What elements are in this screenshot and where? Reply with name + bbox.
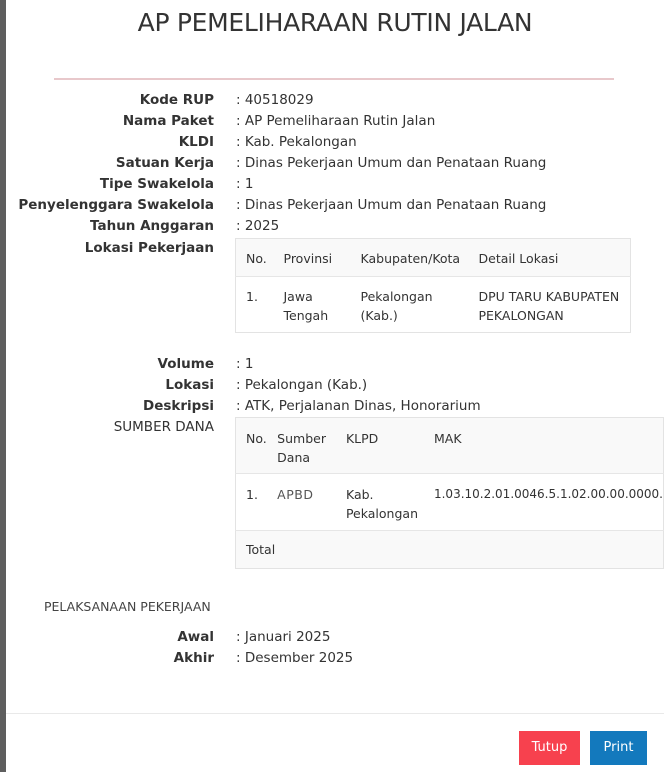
detail-value: : ATK, Perjalanan Dinas, Honorarium [236, 398, 481, 414]
title-divider [54, 78, 614, 80]
detail-row-penyelenggara [6, 195, 664, 216]
detail-label: Kode RUP [139, 92, 214, 108]
detail-label: Penyelenggara Swakelola [18, 197, 214, 213]
detail-value: : Dinas Pekerjaan Umum dan Penataan Ruang [236, 155, 547, 171]
pelaksanaan-row-awal [6, 627, 664, 648]
detail-row-satuan-kerja [6, 153, 664, 174]
table-header-row [236, 239, 631, 277]
detail-label: Satuan Kerja [115, 155, 214, 171]
detail-row-volume [6, 354, 664, 375]
table-header-row [236, 418, 664, 474]
column-header: Detail Lokasi [478, 251, 559, 266]
column-header: Provinsi [283, 251, 333, 266]
detail-row-nama-paket [6, 111, 664, 132]
cell-no: 1. [236, 474, 268, 531]
cell-no: 1. [236, 277, 274, 333]
detail-label: Lokasi [165, 377, 214, 393]
column-header: MAK [433, 431, 462, 446]
detail-value: : Desember 2025 [236, 650, 354, 666]
detail-label: Tipe Swakelola [99, 176, 214, 192]
package-detail-modal [6, 0, 664, 772]
detail-row-tahun-anggaran [6, 216, 664, 237]
detail-label: KLDI [178, 134, 214, 150]
detail-value: : Dinas Pekerjaan Umum dan Penataan Ruang [236, 197, 547, 213]
detail-label: Akhir [173, 650, 214, 666]
table-total-row [236, 531, 664, 569]
detail-value: : Kab. Pekalongan [236, 134, 357, 150]
table-row [236, 277, 631, 333]
print-button[interactable]: Print [590, 731, 647, 765]
cell-sumber-dana: APBD [267, 474, 336, 531]
pelaksanaan-heading: PELAKSANAAN PEKERJAAN [44, 599, 211, 614]
cell-mak: 1.03.10.2.01.0046.5.1.02.00.00.0000. [424, 474, 664, 531]
detail-label: Nama Paket [122, 113, 214, 129]
detail-label: Lokasi Pekerjaan [84, 240, 214, 256]
close-button[interactable]: Tutup [519, 731, 580, 765]
section-label: SUMBER DANA [113, 419, 214, 435]
detail-row-tipe-swakelola [6, 174, 664, 195]
column-header: No. [246, 251, 267, 266]
column-header: KLPD [345, 431, 379, 446]
column-header: No. [246, 431, 267, 446]
cell-detail-lokasi: DPU TARU KABUPATEN PEKALONGAN [469, 277, 631, 333]
detail-value: : Januari 2025 [236, 629, 331, 645]
detail-row-kldi [6, 132, 664, 153]
cell-provinsi: Jawa Tengah [274, 277, 351, 333]
detail-label: Awal [177, 629, 214, 645]
footer-divider [6, 713, 664, 714]
detail-label: Tahun Anggaran [90, 218, 214, 234]
detail-value: : Pekalongan (Kab.) [236, 377, 368, 393]
pelaksanaan-row-akhir [6, 648, 664, 669]
detail-row-lokasi [6, 375, 664, 396]
detail-value: : 1 [236, 176, 254, 192]
detail-value: : 40518029 [236, 92, 314, 108]
detail-row-kode-rup [6, 90, 664, 111]
detail-value: : AP Pemeliharaan Rutin Jalan [236, 113, 436, 129]
lokasi-table [235, 238, 631, 333]
detail-row-deskripsi [6, 396, 664, 417]
sumber-dana-table [235, 417, 664, 569]
cell-kabupaten: Pekalongan (Kab.) [351, 277, 469, 333]
table-row [236, 474, 664, 531]
detail-label: Deskripsi [143, 398, 214, 414]
detail-value: : 2025 [236, 218, 280, 234]
detail-label: Volume [157, 356, 214, 372]
column-header: Kabupaten/Kota [360, 251, 461, 266]
detail-value: : 1 [236, 356, 254, 372]
modal-title: AP PEMELIHARAAN RUTIN JALAN [137, 8, 533, 37]
cell-klpd: Kab. Pekalongan [336, 474, 424, 531]
total-label: Total [236, 531, 664, 569]
column-header: Sumber Dana [277, 431, 326, 465]
